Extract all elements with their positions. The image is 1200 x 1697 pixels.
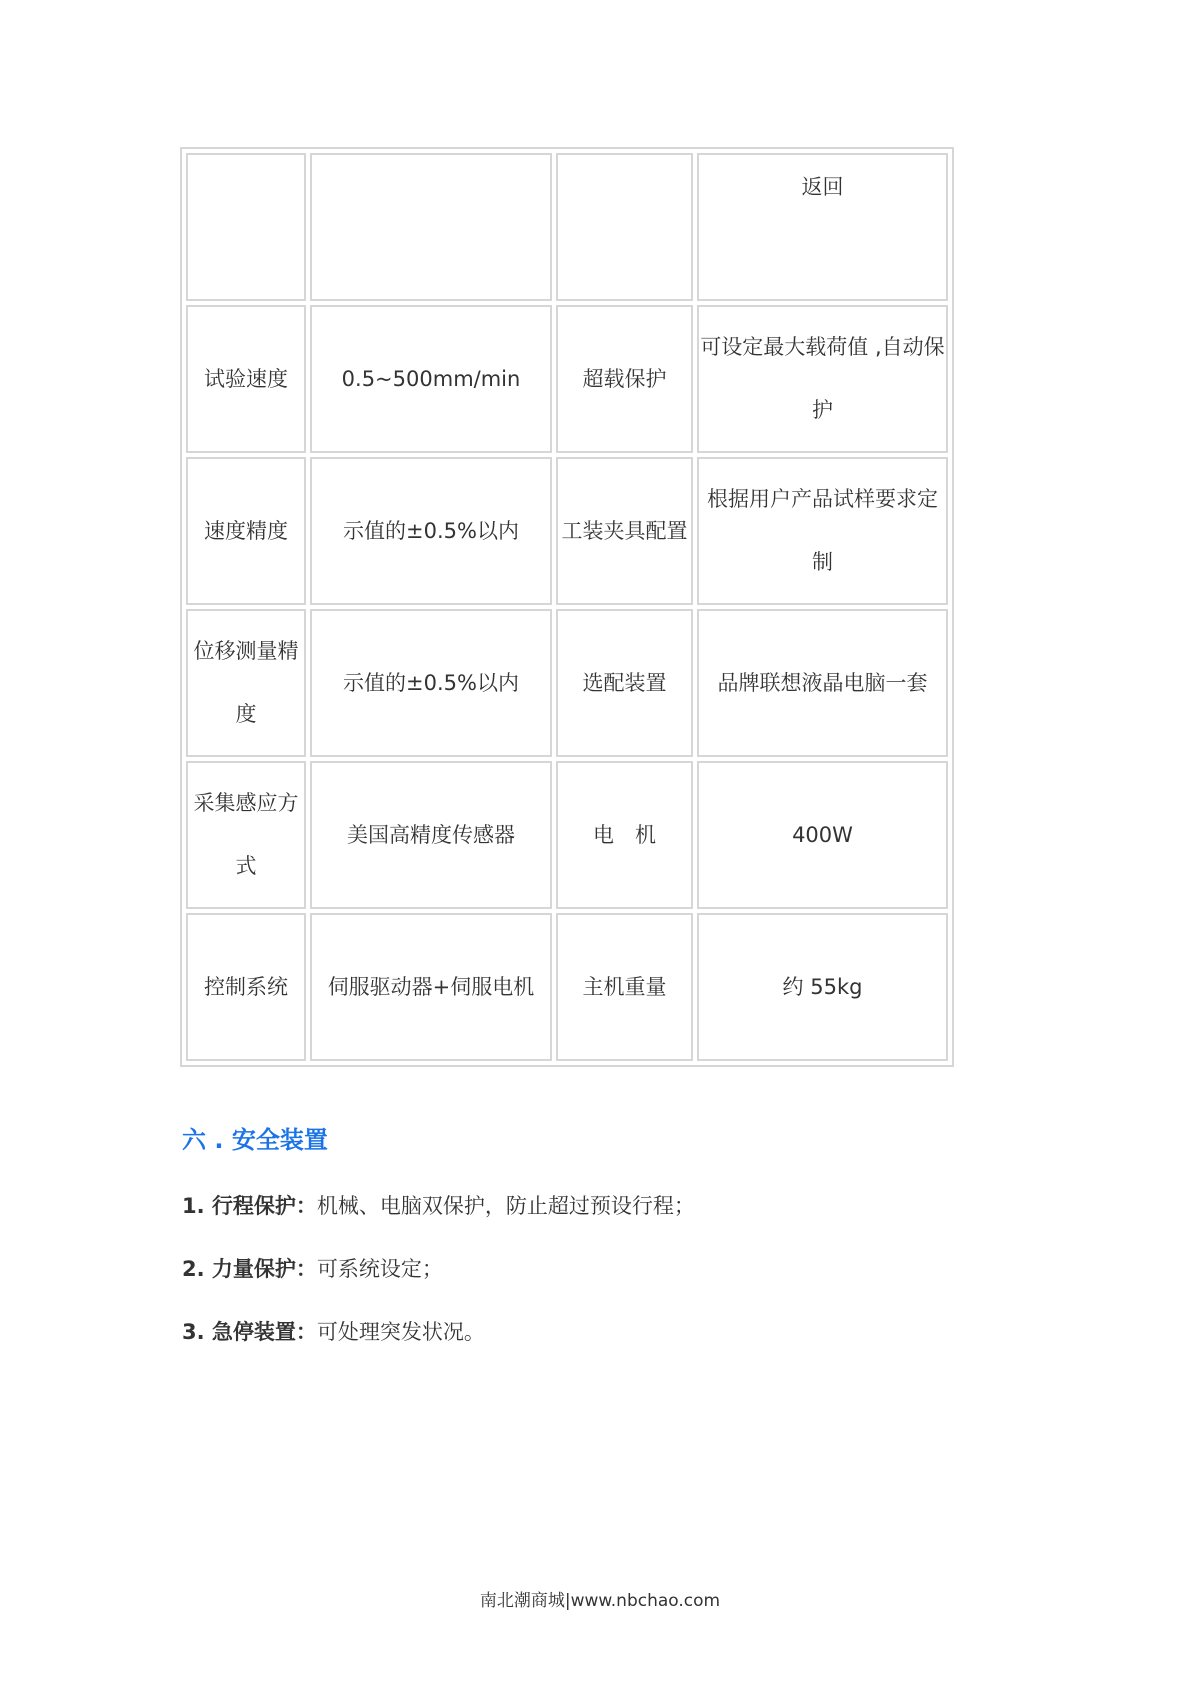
safety-item-label: 3. 急停装置： — [182, 1320, 317, 1344]
table-row — [186, 153, 948, 301]
safety-item — [182, 1196, 695, 1217]
safety-item — [182, 1322, 485, 1343]
table-cell: 超载保护 — [556, 305, 693, 453]
table-cell: 0.5~500mm/min — [310, 305, 552, 453]
table-cell: 美国高精度传感器 — [310, 761, 552, 909]
table-cell: 约 55kg — [697, 913, 948, 1061]
safety-item — [182, 1259, 443, 1280]
table-cell: 伺服驱动器+伺服电机 — [310, 913, 552, 1061]
table-cell: 位移测量精度 — [186, 609, 306, 757]
table-cell — [310, 153, 552, 301]
table-row — [186, 457, 948, 605]
table-cell: 示值的±0.5%以内 — [310, 457, 552, 605]
page-footer: 南北潮商城|www.nbchao.com — [479, 1591, 721, 1611]
table-cell: 试验速度 — [186, 305, 306, 453]
table-cell: 主机重量 — [556, 913, 693, 1061]
table-cell: 400W — [697, 761, 948, 909]
table-cell: 选配装置 — [556, 609, 693, 757]
spec-table — [180, 147, 954, 1067]
table-cell: 速度精度 — [186, 457, 306, 605]
table-cell: 返回 — [697, 153, 948, 301]
table-row — [186, 305, 948, 453]
section-title: 六 . 安全装置 — [182, 1126, 328, 1154]
table-cell: 品牌联想液晶电脑一套 — [697, 609, 948, 757]
safety-item-label: 1. 行程保护： — [182, 1194, 317, 1218]
table-cell: 采集感应方式 — [186, 761, 306, 909]
safety-item-text: 可处理突发状况。 — [316, 1320, 485, 1344]
safety-item-text: 可系统设定； — [316, 1257, 443, 1281]
table-row — [186, 609, 948, 757]
table-cell: 电 机 — [556, 761, 693, 909]
table-cell — [186, 153, 306, 301]
table-row — [186, 913, 948, 1061]
table-cell: 示值的±0.5%以内 — [310, 609, 552, 757]
table-cell: 工装夹具配置 — [556, 457, 693, 605]
safety-item-label: 2. 力量保护： — [182, 1257, 317, 1281]
table-cell: 根据用户产品试样要求定制 — [697, 457, 948, 605]
table-cell: 控制系统 — [186, 913, 306, 1061]
safety-item-text: 机械、电脑双保护，防止超过预设行程； — [316, 1194, 695, 1218]
table-row — [186, 761, 948, 909]
table-cell — [556, 153, 693, 301]
table-cell: 可设定最大载荷值 ,自动保护 — [697, 305, 948, 453]
